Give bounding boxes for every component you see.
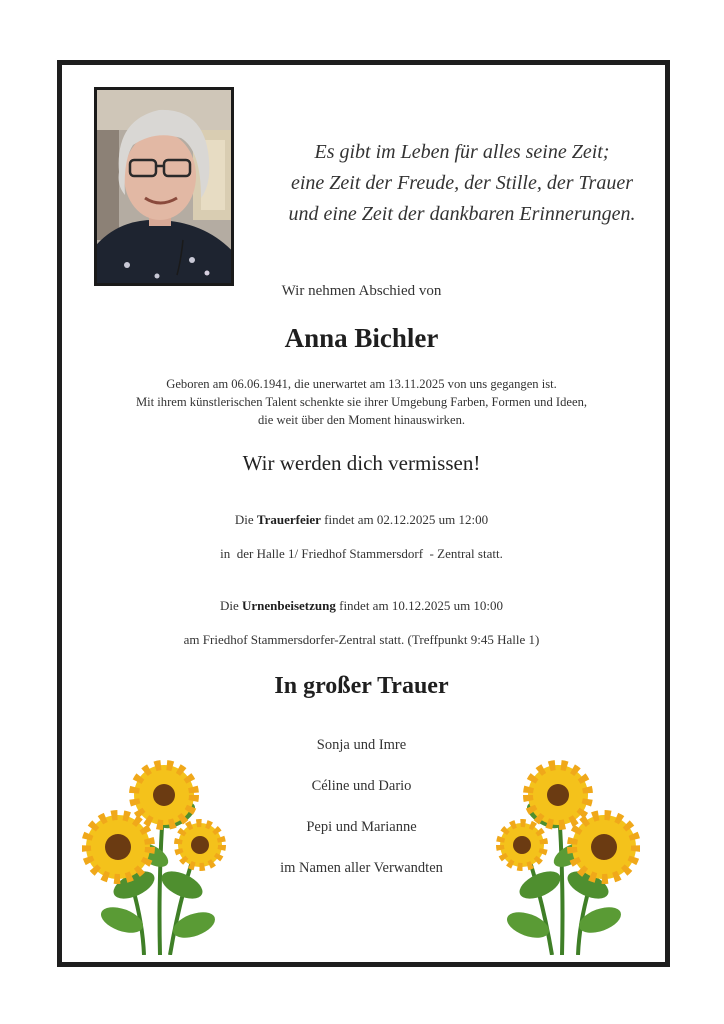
funeral-suffix: findet am 02.12.2025 um 12:00 bbox=[320, 512, 489, 527]
portrait-photo bbox=[94, 87, 234, 286]
urn-date bbox=[60, 598, 663, 614]
bio-line: Geboren am 06.06.1941, die unerwartet am 13.11.2025 von uns gegangen ist. bbox=[166, 377, 557, 391]
funeral-prefix: Die bbox=[234, 512, 257, 527]
family-member: Sonja und Imre bbox=[316, 737, 407, 753]
farewell-text: Wir werden dich vermissen! bbox=[242, 451, 481, 475]
poem-line: und eine Zeit der dankbaren Erinnerungen. bbox=[288, 203, 636, 225]
funeral-location: in der Halle 1/ Friedhof Stammersdorf - Zentral statt. bbox=[220, 546, 503, 561]
biography bbox=[60, 375, 663, 429]
family-member: im Namen aller Verwandten bbox=[280, 860, 443, 876]
poem-line: Es gibt im Leben für alles seine Zeit; bbox=[314, 141, 610, 163]
intro-text: Wir nehmen Abschied von bbox=[281, 283, 442, 299]
family-member: Céline und Dario bbox=[311, 778, 412, 794]
deceased-name: Anna Bichler bbox=[284, 323, 439, 353]
bio-line: die weit über den Moment hinauswirken. bbox=[257, 413, 466, 427]
urn-term: Urnenbeisetzung bbox=[241, 598, 336, 613]
poem-line: eine Zeit der Freude, der Stille, der Trauer bbox=[291, 172, 633, 194]
mourning-title: In großer Trauer bbox=[274, 673, 449, 699]
sunflower-left-icon bbox=[82, 755, 232, 955]
funeral-term: Trauerfeier bbox=[256, 512, 321, 527]
family-member: Pepi und Marianne bbox=[306, 819, 417, 835]
urn-location: am Friedhof Stammersdorfer-Zentral statt. (Treffpunkt 9:45 Halle 1) bbox=[183, 632, 540, 647]
funeral-date bbox=[60, 512, 663, 528]
bio-line: Mit ihrem künstlerischen Talent schenkte sie ihrer Umgebung Farben, Formen und Ideen, bbox=[135, 395, 588, 409]
sunflower-right-icon bbox=[490, 755, 640, 955]
urn-prefix: Die bbox=[219, 598, 242, 613]
poem bbox=[262, 137, 662, 230]
urn-suffix: findet am 10.12.2025 um 10:00 bbox=[335, 598, 504, 613]
